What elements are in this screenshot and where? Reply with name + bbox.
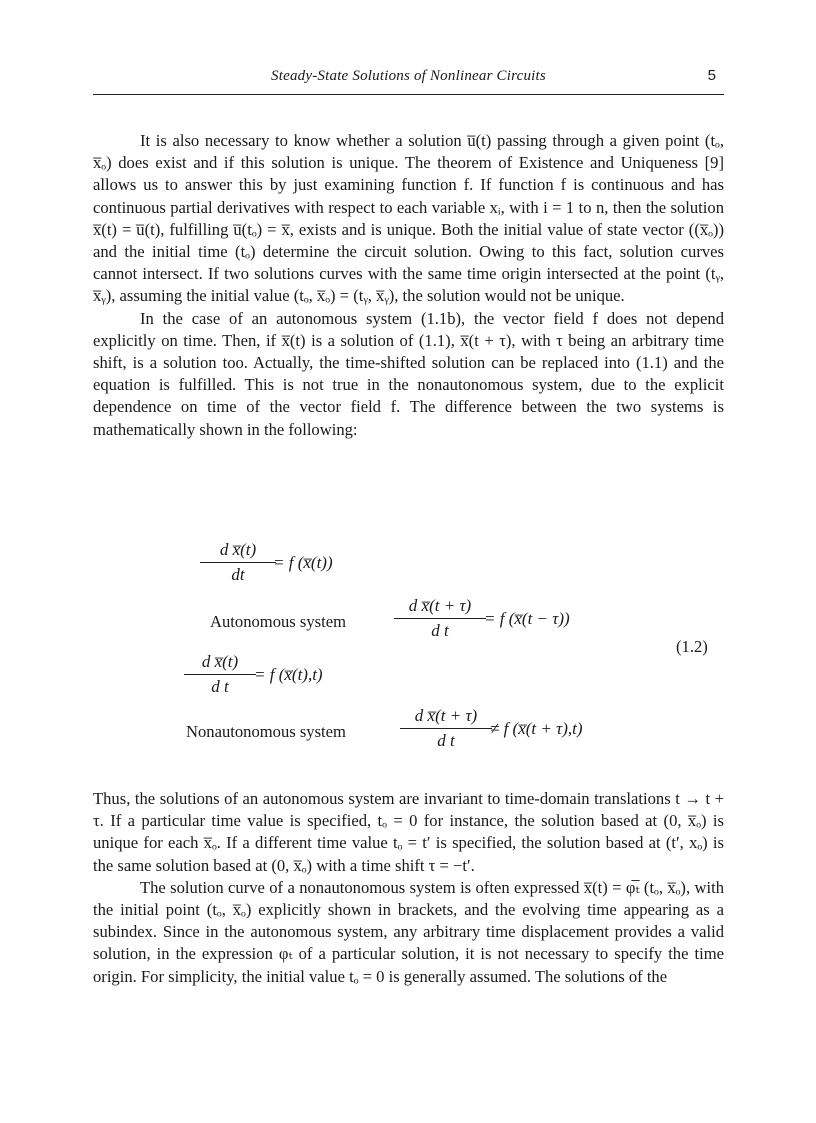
eq2-fraction — [394, 596, 486, 641]
nonautonomous-system-label: Nonautonomous system — [186, 722, 346, 741]
page-number: 5 — [707, 67, 716, 84]
eq1-denominator: dt — [231, 565, 245, 584]
eq4-numerator: d x̅(t + τ) — [414, 706, 478, 725]
eq1-fraction — [200, 540, 276, 585]
paragraph-existence-uniqueness: It is also necessary to know whether a solution u̅(t) passing through a given point (tₒ, x̅ₒ) does exist and if this solution is unique. The theorem of Existence and Uniqueness [9] allows us to answer this by just examining function f. If function f is continuous and has continuous partial derivatives with respect to each variable xᵢ, with i = 1 to n, then the solution x̅(t) = u̅(t), fulfilling u̅(tₒ) = x̅, exists and is unique. Both the initial value of state vector ((x̅ₒ)) and the initial time (tₒ) determine the circuit solution. Owing to this fact, solution curves cannot intersect. If two solutions curves with the same time origin intersected at the point (tᵧ, x̅ᵧ), assuming the initial value (tₒ, x̅ₒ) = (tᵧ, x̅ᵧ), the solution would not be unique. — [93, 131, 724, 306]
paragraph-nonautonomous-solution: The solution curve of a nonautonomous system is often expressed x̅(t) = φ̅ₜ (tₒ, x̅ₒ), with the initial point (tₒ, x̅ₒ) explicitly shown in brackets, and the evolving time appearing as a subindex. Since in the autonomous system, any arbitrary time displacement provides a valid solution, in the expression φₜ of a particular solution, it is not necessary to specify the time origin. For simplicity, the initial value tₒ = 0 is generally assumed. The solutions of the — [93, 877, 724, 986]
eq3-denominator: d t — [211, 677, 229, 696]
equation-number: (1.2) — [676, 637, 708, 656]
eq1-fraction-bar — [200, 562, 276, 563]
eq3-numerator: d x̅(t) — [201, 652, 239, 671]
body-text-top — [93, 130, 724, 441]
eq3-fraction-bar — [184, 674, 256, 675]
eq3-rhs: = f (x̅(t),t) — [254, 665, 323, 684]
running-header — [93, 66, 724, 95]
eq4-fraction-bar — [400, 728, 492, 729]
eq4-denominator: d t — [437, 731, 455, 750]
eq3-fraction — [184, 652, 256, 697]
eq4-rhs: ≠ f (x̅(t + τ),t) — [490, 719, 583, 738]
autonomous-system-label: Autonomous system — [210, 612, 346, 631]
eq2-rhs: = f (x̅(t − τ)) — [484, 609, 570, 628]
body-text-bottom — [93, 788, 724, 988]
eq1-rhs: = f (x̅(t)) — [273, 553, 333, 572]
eq4-fraction — [400, 706, 492, 751]
header-title: Steady-State Solutions of Nonlinear Circuits — [271, 68, 546, 84]
eq2-numerator: d x̅(t + τ) — [408, 596, 472, 615]
eq2-fraction-bar — [394, 618, 486, 619]
eq2-denominator: d t — [431, 621, 449, 640]
paragraph-time-invariance: Thus, the solutions of an autonomous system are invariant to time-domain translations t → t + τ. If a particular time value is specified, tₒ = 0 for instance, the solution based at (0, x̅ₒ) is unique for each x̅ₒ. If a different time value tₒ = t′ is specified, the solution based at (t′, xₒ) is the same solution based at (0, x̅ₒ) with a time shift τ = −t′. — [93, 789, 724, 875]
paragraph-autonomous-system: In the case of an autonomous system (1.1b), the vector field f does not depend explicitly on time. Then, if x̅(t) is a solution of (1.1), x̅(t + τ), with τ being an arbitrary time shift, is a solution too. Actually, the time-shifted solution can be replaced into (1.1) and the equation is fulfilled. This is not true in the nonautonomous system, due to the explicit dependence on time of the vector field f. The difference between the two systems is mathematically shown in the following: — [93, 308, 724, 439]
eq1-numerator: d x̅(t) — [219, 540, 257, 559]
